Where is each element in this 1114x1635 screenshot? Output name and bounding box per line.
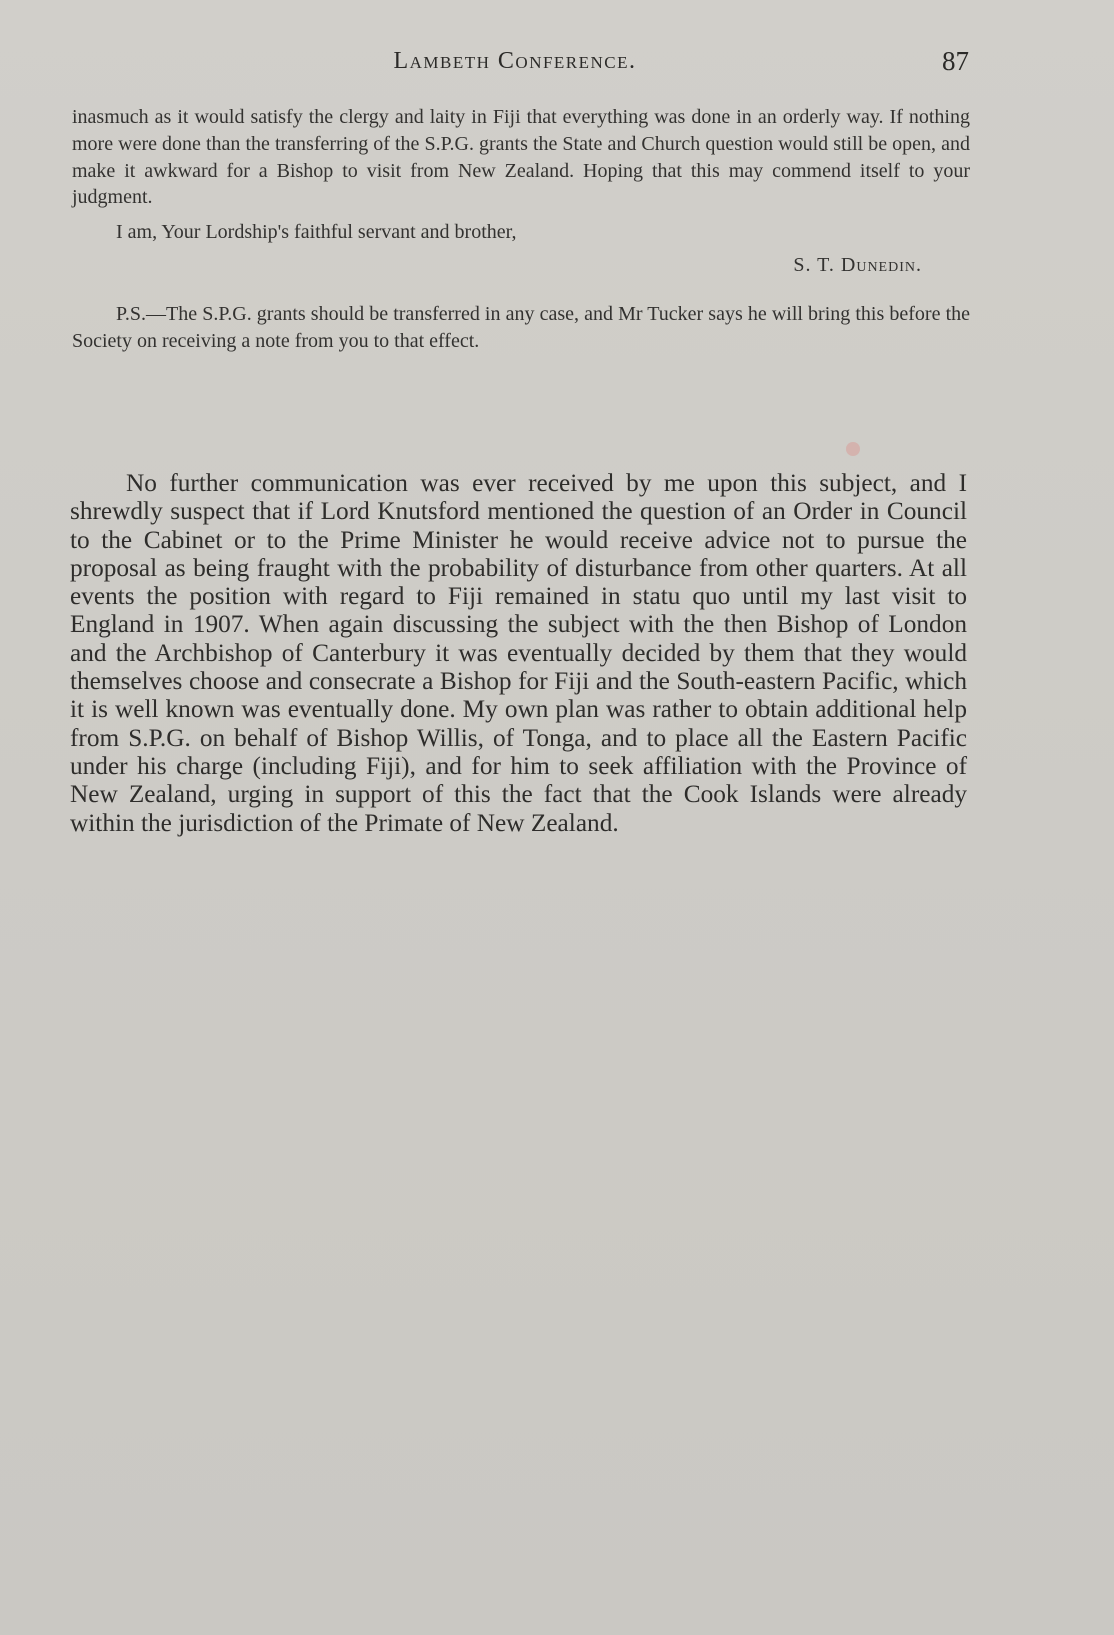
letter-signature — [72, 252, 970, 279]
letter-closing: I am, Your Lordship's faithful servant and brother, — [116, 221, 517, 244]
paper-speck — [846, 442, 860, 456]
body-text — [70, 469, 967, 837]
quoted-letter — [72, 104, 970, 354]
page-number: 87 — [942, 46, 969, 76]
letter-postscript: P.S.—The S.P.G. grants should be transferred in any case, and Mr Tucker says he will bring this before the Society on receiving a note from you to that effect. — [72, 302, 970, 352]
signature-initials: S. T. — [793, 253, 835, 276]
running-head — [0, 46, 1114, 80]
body-paragraph: No further communication was ever received by me upon this subject, and I shrewdly suspect that if Lord Knutsford mentioned the question of an Order in Council to the Cabinet or to the Prime Minister he would receive advice not to pursue the proposal as being fraught with the probability of disturbance from other quarters. At all events the position with regard to Fiji remained in statu quo until my last visit to England in 1907. When again discussing the subject with the then Bishop of London and the Archbishop of Canterbury it was eventually decided by them that they would themselves choose and consecrate a Bishop for Fiji and the South-eastern Pacific, which it is well known was eventually done. My own plan was rather to obtain additional help from S.P.G. on behalf of Bishop Willis, of Tonga, and to place all the Eastern Pacific under his charge (including Fiji), and for him to seek affiliation with the Province of New Zealand, urging in support of this the fact that the Cook Islands were already within the jurisdiction of the Primate of New Zealand. — [70, 469, 967, 837]
running-title: Lambeth Conference. — [393, 48, 637, 74]
letter-continuation: inasmuch as it would satisfy the clergy and laity in Fiji that everything was done in an orderly way. If nothing more were done than the transferring of the S.P.G. grants the State and Church question would still be open, and make it awkward for a Bishop to visit from New Zealand. Hoping that this may commend itself to your judgment. — [72, 106, 970, 209]
signature-name: Dunedin. — [840, 253, 922, 276]
